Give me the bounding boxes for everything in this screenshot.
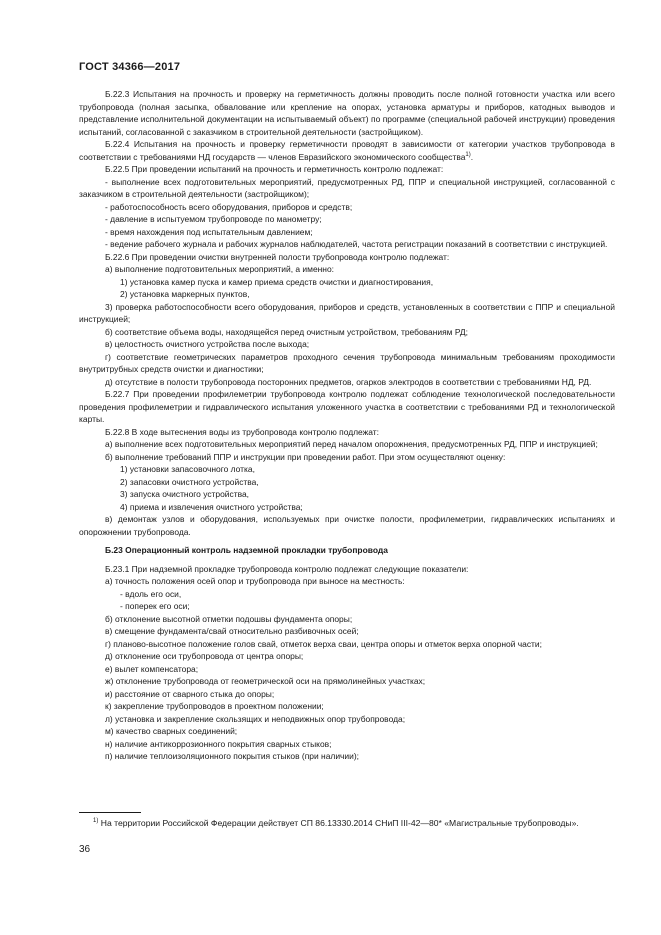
paragraph [79,338,615,351]
paragraph [79,426,615,439]
document-header: ГОСТ 34366—2017 [79,61,181,73]
paragraph-text: 2) установка маркерных пунктов, [120,289,250,299]
paragraph [79,438,615,451]
paragraph [79,263,615,276]
paragraph [79,663,615,676]
paragraph-text: г) планово-высотное положение голов свай, отметок верха сваи, центра опоры и отметок верха опорной части; [105,638,542,649]
paragraph-text: в) смещение фундамента/свай относительно разбивочных осей; [105,626,359,636]
paragraph [79,700,615,713]
paragraph-text: 1) установки запасовочного лотка, [120,464,255,474]
paragraph [79,563,615,576]
paragraph-text: - время нахождения под испытательным давлением; [105,226,313,237]
paragraph [79,251,615,264]
paragraph [79,226,615,239]
paragraph [79,138,615,163]
section-b22 [79,88,615,538]
paragraph-text: д) отклонение оси трубопровода от центра опоры; [105,651,304,661]
paragraph-text: 4) приема и извлечения очистного устройства; [120,501,303,512]
section-b23 [79,563,615,763]
paragraph [79,463,615,476]
paragraph-text: - ведение рабочего журнала и рабочих журналов наблюдателей, частота регистрации показаний в соответствии с инструкцией. [105,239,608,249]
paragraph-text: е) вылет компенсатора; [105,663,199,674]
paragraph [79,376,615,389]
section-heading-b23: Б.23 Операционный контроль надземной прокладки трубопровода [105,545,388,555]
paragraph-text: м) качество сварных соединений; [105,726,238,736]
paragraph-text: а) выполнение всех подготовительных мероприятий перед началом опорожнения, предусмотренных РД, ППР и инструкцией; [105,439,598,449]
paragraph-text: - работоспособность всего оборудования, приборов и средств; [105,201,353,212]
paragraph [79,501,615,514]
paragraph [79,288,615,301]
paragraph-text: н) наличие антикоррозионного покрытия сварных стыков; [105,738,332,749]
paragraph [79,301,615,326]
paragraph-text: Б.22.5 При проведении испытаний на прочность и герметичность контролю подлежат: [105,164,444,174]
paragraph-text: к) закрепление трубопроводов в проектном положении; [105,701,324,711]
paragraph-text: 3) запуска очистного устройства, [120,489,250,499]
paragraph [79,238,615,251]
paragraph [79,725,615,738]
footnote-reference: 1) [465,151,471,158]
paragraph-text: Б.22.7 При проведении профилеметрии трубопровода контролю подлежат соблюдение технологической последовательности проведения профилеметрии и гидравлического испытания уложенного участка в соответствии с требованиями РД и технологической карты. [79,389,615,424]
paragraph [79,738,615,751]
paragraph [79,638,615,651]
paragraph-text: - выполнение всех подготовительных мероприятий, предусмотренных РД, ППР и специальной инструкцией, согласованной с заказчиком в строительной деятельности (застройщиком); [79,176,615,199]
paragraph-text: а) выполнение подготовительных мероприятий, а именно: [105,264,334,274]
paragraph-text: б) отклонение высотной отметки подошвы фундамента опоры; [105,613,353,624]
paragraph-text: Б.22.8 В ходе вытеснения воды из трубопровода контролю подлежат: [105,426,380,437]
paragraph [79,750,615,763]
paragraph [79,276,615,289]
paragraph [79,588,615,601]
paragraph-text: 3) проверка работоспособности всего оборудования, приборов и средств, установленных в соответствии с ППР и специальной инструкцией; [79,301,615,324]
paragraph-text: - поперек его оси; [120,601,190,611]
footnote-text: На территории Российской Федерации действует СП 86.13330.2014 СНиП III-42—80* «Магистральные трубопроводы». [98,818,579,828]
paragraph-text: Б.22.6 При проведении очистки внутренней полости трубопровода контролю подлежат: [105,251,450,262]
paragraph-text: б) соответствие объема воды, находящейся перед очистным устройством, требованиям РД; [105,326,468,337]
paragraph [79,488,615,501]
paragraph-text: л) установка и закрепление скользящих и неподвижных опор трубопровода; [105,713,406,724]
paragraph [79,600,615,613]
paragraph [79,625,615,638]
paragraph [79,713,615,726]
paragraph-text-end: . [470,151,474,162]
document-body [79,88,615,763]
paragraph-text: - вдоль его оси, [120,588,182,599]
paragraph [79,201,615,214]
paragraph-text: 1) установка камер пуска и камер приема средств очистки и диагностирования, [120,276,434,287]
paragraph [79,675,615,688]
paragraph-text: п) наличие теплоизоляционного покрытия стыков (при наличии); [105,751,360,761]
paragraph [79,513,615,538]
footnote [79,817,615,830]
paragraph-text: - давление в испытуемом трубопроводе по манометру; [105,214,322,224]
paragraph [79,650,615,663]
paragraph [79,351,615,376]
paragraph [79,163,615,176]
paragraph [79,613,615,626]
paragraph [79,326,615,339]
paragraph-text: Б.22.3 Испытания на прочность и проверку на герметичность должны проводить после полной готовности участка или всего трубопровода (полная засыпка, обвалование или крепление на опорах, установка арматуры и приборов, катодных выводов и представление исполнительной документации на испытываемый объект) по программе (специальной рабочей инструкции) проведения испытаний, согласованной с заказчиком в строительной деятельности (застройщиком). [79,89,615,137]
paragraph-text: а) точность положения осей опор и трубопровода при выносе на местность: [105,576,405,586]
paragraph-text: Б.22.4 Испытания на прочность и проверку герметичности проводят в зависимости от категории участков трубопровода в соответствии с требованиями НД государств — членов Евразийского экономического сообщества [79,139,615,162]
paragraph-text: б) выполнение требований ППР и инструкции при проведении работ. При этом осуществляют оценку: [105,451,506,462]
paragraph [79,451,615,464]
paragraph [79,213,615,226]
paragraph-text: в) целостность очистного устройства после выхода; [105,339,310,349]
footnote-mark: 1) [93,818,99,825]
paragraph-text: д) отсутствие в полости трубопровода посторонних предметов, огарков электродов в соответствии с требованиями НД, РД. [105,376,592,387]
paragraph [79,575,615,588]
paragraph-text: 2) запасовки очистного устройства, [120,476,259,487]
page-number: 36 [79,844,91,855]
paragraph-text: ж) отклонение трубопровода от геометрической оси на прямолинейных участках; [105,676,426,686]
paragraph [79,388,615,426]
paragraph-text: и) расстояние от сварного стыка до опоры; [105,688,275,699]
paragraph [79,476,615,489]
paragraph [79,88,615,138]
paragraph-text: в) демонтаж узлов и оборудования, используемых при очистке полости, профилеметрии, гидравлических испытаниях и опорожнении трубопровода. [79,514,615,537]
footnote-divider [79,812,141,813]
paragraph [79,688,615,701]
paragraph [79,176,615,201]
paragraph-text: г) соответствие геометрических параметров проходного сечения трубопровода минимальным требованиям проходимости внутритрубных средств очистки и диагностики; [79,351,615,374]
paragraph-text: Б.23.1 При надземной прокладке трубопровода контролю подлежат следующие показатели: [105,563,469,574]
